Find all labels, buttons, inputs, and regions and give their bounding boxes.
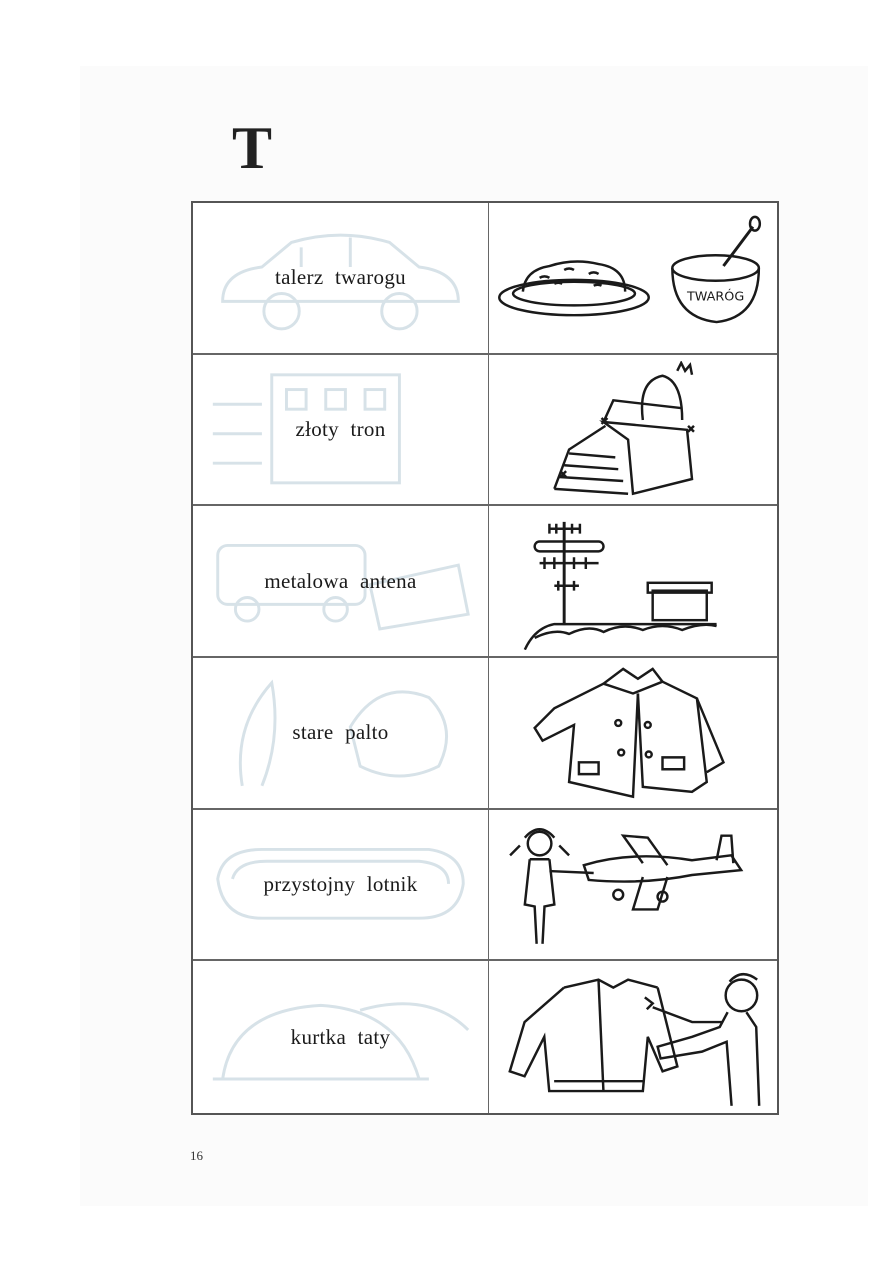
picture-cell-6 [489, 961, 777, 1113]
golden-throne-icon [495, 361, 771, 499]
picture-cell-2 [489, 355, 777, 507]
word-label: złoty tron [295, 416, 386, 441]
rooftop-antenna-icon [495, 512, 771, 650]
word-cell-5 [193, 810, 489, 962]
word-cell-1 [193, 203, 489, 355]
plate-of-cottage-cheese-icon [495, 209, 771, 347]
word-label: kurtka taty [290, 1024, 391, 1049]
bowl-label: TWARÓG [686, 289, 745, 305]
old-coat-icon [495, 664, 771, 802]
picture-cell-4 [489, 658, 777, 810]
word-cell-6 [193, 961, 489, 1113]
word-label: przystojny lotnik [263, 871, 418, 896]
picture-cell-5 [489, 810, 777, 962]
word-cell-2 [193, 355, 489, 507]
chapter-letter: T [232, 115, 273, 181]
page-number: 16 [190, 1148, 203, 1163]
word-label: stare palto [292, 720, 389, 745]
word-label: metalowa antena [264, 568, 417, 593]
dads-jacket-icon [495, 967, 771, 1107]
picture-cell-3 [489, 506, 777, 658]
aviator-with-airplane-icon [495, 816, 771, 954]
word-picture-table [191, 201, 779, 1115]
word-label: talerz twarogu [275, 265, 406, 290]
word-cell-4 [193, 658, 489, 810]
picture-cell-1 [489, 203, 777, 355]
word-cell-3 [193, 506, 489, 658]
